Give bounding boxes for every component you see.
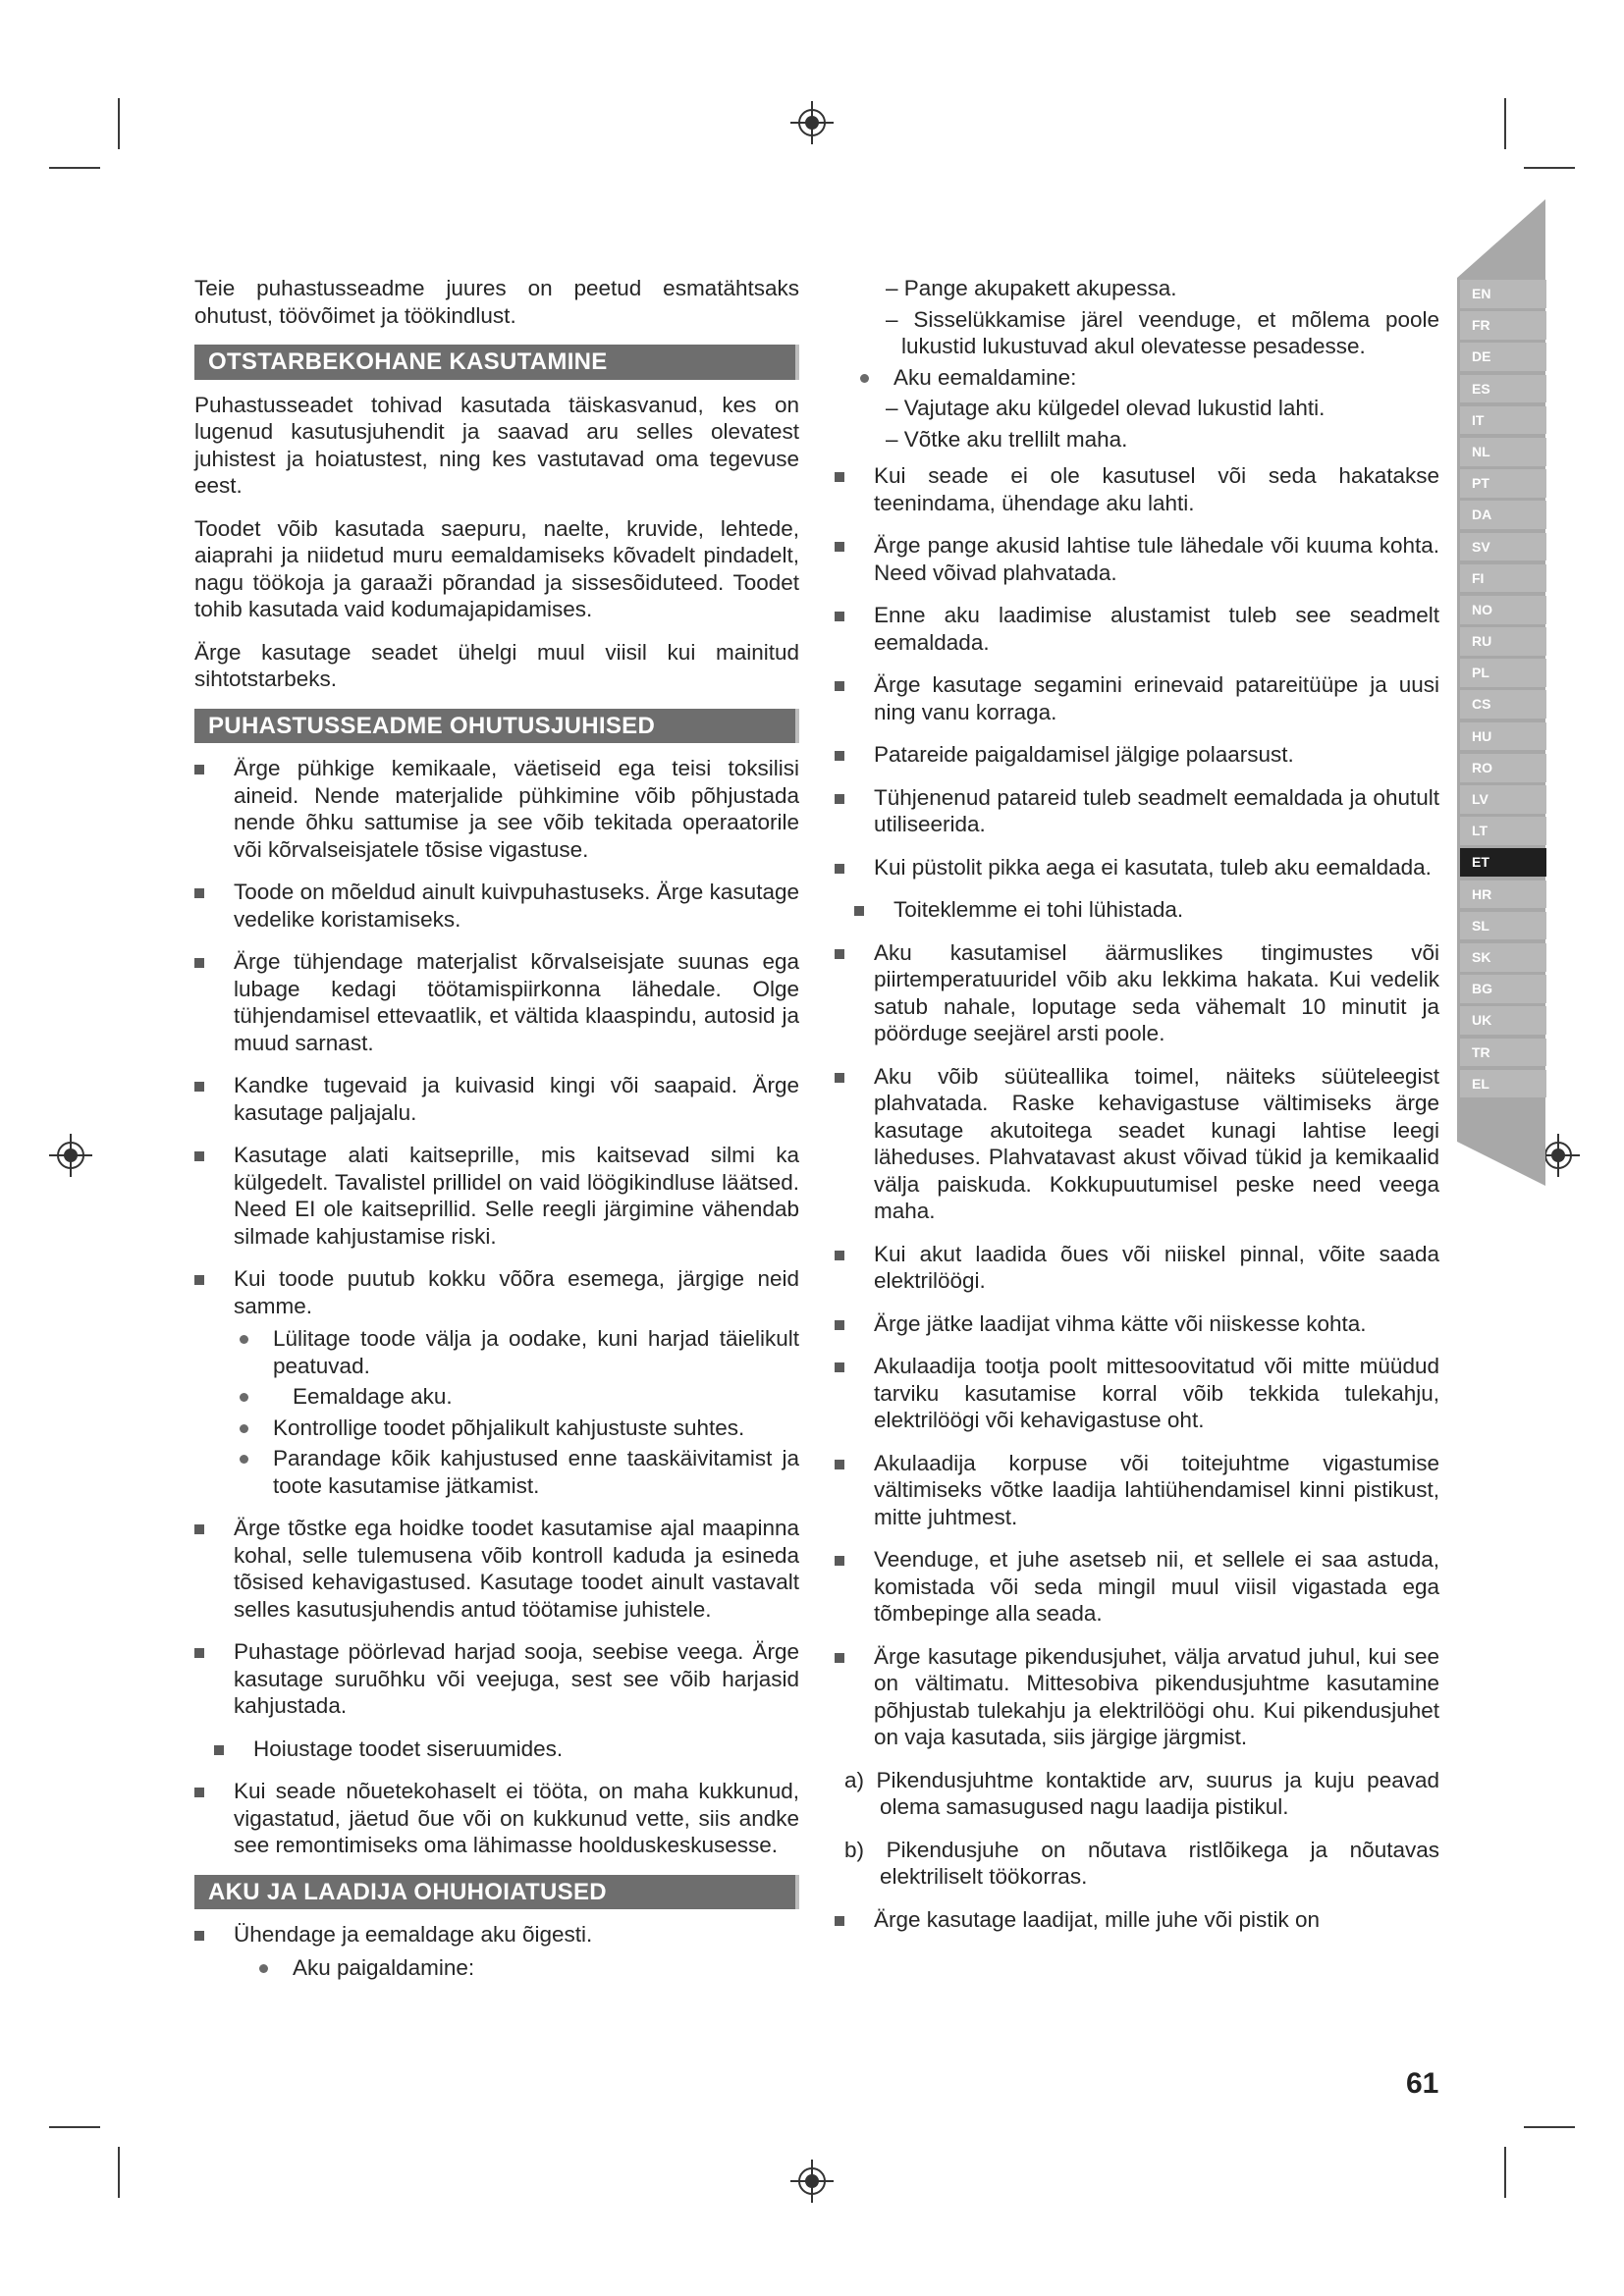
lettered-item: a) Pikendusjuhtme kontaktide arv, suurus ja kuju peavad olema samasugused nagu laadija pistikul. bbox=[844, 1767, 1439, 1819]
list-item: Aku võib süüteallika toimel, näiteks süüteleegist plahvatada. Raske kehavigastuse vältimiseks ärge kasutage akutoitega seadet kunagi lahtise leegi läheduses. Plahvatavast akust võivad tükid ja kemikaalid välja paiskuda. Kokkupuutumisel peske need veega maha. bbox=[835, 1063, 1439, 1225]
crop-mark bbox=[1504, 98, 1506, 149]
lettered-item: b) Pikendusjuhe on nõutava ristlõikega ja nõutavas elektriliselt töökorras. bbox=[844, 1837, 1439, 1889]
language-tab[interactable]: RU bbox=[1460, 627, 1546, 656]
language-tab[interactable]: LV bbox=[1460, 785, 1546, 814]
bullet-list bbox=[835, 1906, 1439, 1934]
language-tab[interactable]: ES bbox=[1460, 375, 1546, 403]
list-item: Kui püstolit pikka aega ei kasutata, tuleb aku eemaldada. bbox=[835, 854, 1439, 881]
list-item bbox=[194, 1265, 799, 1499]
dash-item: – Sisselükkamise järel veenduge, et mõlema poole lukustid lukustuvad akul olevatesse pesadesse. bbox=[886, 306, 1439, 358]
left-column bbox=[194, 275, 799, 1997]
language-tab[interactable]: CS bbox=[1460, 690, 1546, 719]
list-item: Akulaadija korpuse või toitejuhtme vigastumise vältimiseks võtke laadija lahtiühendamisel kinni pistikust, mitte juhtmest. bbox=[835, 1450, 1439, 1531]
language-tab[interactable]: HR bbox=[1460, 881, 1546, 909]
paragraph: Toodet võib kasutada saepuru, naelte, kruvide, lehtede, aiaprahi ja niidetud muru eemaldamiseks kõvadelt pindadelt, nagu töökoja ja garaaži põrandad ja sissesõiduteed. Toodet tohib kasutada vaid kodumajapidamises. bbox=[194, 515, 799, 621]
sub-list-item: Lülitage toode välja ja oodake, kuni harjad täielikult peatuvad. bbox=[234, 1325, 799, 1379]
registration-mark-icon bbox=[790, 2160, 834, 2203]
language-tab[interactable]: SK bbox=[1460, 943, 1546, 972]
crop-mark bbox=[1524, 2126, 1575, 2128]
registration-mark-icon bbox=[790, 101, 834, 144]
sub-list bbox=[234, 1325, 799, 1499]
intro-paragraph: Teie puhastusseadme juures on peetud esmatähtsaks ohutust, töövõimet ja töökindlust. bbox=[194, 276, 799, 328]
registration-mark-icon bbox=[49, 1134, 92, 1177]
language-tab[interactable]: SV bbox=[1460, 533, 1546, 561]
crop-mark bbox=[49, 2126, 100, 2128]
language-tab[interactable]: RO bbox=[1460, 754, 1546, 782]
list-item: Toode on mõeldud ainult kuivpuhastuseks. Ärge kasutage vedelike koristamiseks. bbox=[194, 879, 799, 933]
list-item: Patareide paigaldamisel jälgige polaarsust. bbox=[835, 741, 1439, 769]
list-item: Hoiustage toodet siseruumides. bbox=[194, 1735, 799, 1763]
right-column bbox=[835, 275, 1439, 1949]
list-item: Ärge kasutage laadijat, mille juhe või pistik on bbox=[835, 1906, 1439, 1934]
crop-mark bbox=[118, 98, 120, 149]
list-item bbox=[194, 1921, 799, 1981]
list-item: Enne aku laadimise alustamist tuleb see seadmelt eemaldada. bbox=[835, 602, 1439, 656]
language-tab[interactable]: SL bbox=[1460, 912, 1546, 940]
language-tab[interactable]: DE bbox=[1460, 343, 1546, 371]
sub-list-item: Parandage kõik kahjustused enne taaskäivitamist ja toote kasutamise jätkamist. bbox=[234, 1445, 799, 1499]
language-tab[interactable]: DA bbox=[1460, 501, 1546, 529]
page-number: 61 bbox=[1406, 2067, 1439, 2100]
language-tab[interactable]: PT bbox=[1460, 469, 1546, 498]
crop-mark bbox=[49, 167, 100, 169]
list-item: Ärge tõstke ega hoidke toodet kasutamise ajal maapinna kohal, selle tulemusena võib kontroll kaduda ja esineda tõsised kehavigastused. Kasutage toodet ainult vastavalt selles kasutusjuhendis antud töötamise juhistele. bbox=[194, 1515, 799, 1623]
list-item: Kui akut laadida õues või niiskel pinnal, võite saada elektrilöögi. bbox=[835, 1241, 1439, 1295]
list-item: Ärge kasutage pikendusjuhet, välja arvatud juhul, kui see on vältimatu. Mittesobiva pikendusjuhtme kasutamine põhjustab tulekahju ja elektrilöögi ohu. Kui pikendusjuhet on vaja kasutada, siis järgige järgmist. bbox=[835, 1643, 1439, 1751]
list-item: Ärge tühjendage materjalist kõrvalseisjate suunas ega lubage kedagi töötamispiirkonna lähedale. Olge tühjendamisel ettevaatlik, et vältida klaaspindu, autosid ja muud sarnast. bbox=[194, 948, 799, 1056]
list-item: Kui seade nõuetekohaselt ei tööta, on maha kukkunud, vigastatud, jäetud õue või on kukkunud vette, siis andke see remontimiseks oma lähimasse hoolduskeskusesse. bbox=[194, 1778, 799, 1859]
language-tab[interactable]: IT bbox=[1460, 406, 1546, 435]
list-item: Akulaadija tootja poolt mittesoovitatud või mitte müüdud tarviku kasutamise korral võib tekkida tulekahju, elektrilöögi või kehavigastuse oht. bbox=[835, 1353, 1439, 1434]
list-item: Ärge pühkige kemikaale, väetiseid ega teisi toksilisi aineid. Nende materjalide pühkimine võib põhjustada nende õhku sattumise ja see võib tekitada operaatorile või kõrvalseisjatele tõsise vigastuse. bbox=[194, 755, 799, 863]
bullet-list bbox=[835, 462, 1439, 1751]
language-tab[interactable]: NO bbox=[1460, 596, 1546, 624]
sub-list-item: Kontrollige toodet põhjalikult kahjustuste suhtes. bbox=[234, 1415, 799, 1442]
dash-item: – Võtke aku trellilt maha. bbox=[886, 426, 1128, 452]
language-tab[interactable]: LT bbox=[1460, 817, 1546, 845]
crop-mark bbox=[118, 2147, 120, 2198]
list-item: Kandke tugevaid ja kuivasid kingi või saapaid. Ärge kasutage paljajalu. bbox=[194, 1072, 799, 1126]
section-heading: OTSTARBEKOHANE KASUTAMINE bbox=[194, 345, 799, 380]
paragraph: Ärge kasutage seadet ühelgi muul viisil kui mainitud sihtotstarbeks. bbox=[194, 639, 799, 691]
language-tab-active[interactable]: ET bbox=[1460, 848, 1546, 877]
list-item: Kui seade ei ole kasutusel või seda hakatakse teenindama, ühendage aku lahti. bbox=[835, 462, 1439, 516]
list-item: Puhastage pöörlevad harjad sooja, seebise veega. Ärge kasutage suruõhku või veejuga, sest see võib harjasid kahjustada. bbox=[194, 1638, 799, 1720]
list-item: Veenduge, et juhe asetseb nii, et sellele ei saa astuda, komistada või seda mingil muul viisil vigastada ega tõmbepinge alla seada. bbox=[835, 1546, 1439, 1628]
list-item: Ärge pange akusid lahtise tule lähedale või kuuma kohta. Need võivad plahvatada. bbox=[835, 532, 1439, 586]
sub-list-item: Eemaldage aku. bbox=[234, 1383, 799, 1411]
language-tab[interactable]: EN bbox=[1460, 280, 1546, 308]
dash-item: – Vajutage aku külgedel olevad lukustid lahti. bbox=[886, 396, 1326, 420]
bullet-list bbox=[194, 755, 799, 1859]
language-tab[interactable]: HU bbox=[1460, 722, 1546, 751]
list-item-text: Ühendage ja eemaldage aku õigesti. bbox=[234, 1922, 593, 1947]
sub-list-item: Aku paigaldamine: bbox=[234, 1954, 799, 1982]
section-heading: AKU JA LAADIJA OHUHOIATUSED bbox=[194, 1875, 799, 1910]
list-item: Aku kasutamisel äärmuslikes tingimustes või piirtemperatuuridel võib aku lekkima hakata. Kui vedelik satub nahale, loputage seda vähemalt 10 minutit ja pöörduge seejärel arsti poole. bbox=[835, 939, 1439, 1047]
list-item: Tühjenenud patareid tuleb seadmelt eemaldada ja ohutult utiliseerida. bbox=[835, 784, 1439, 838]
language-tab[interactable]: UK bbox=[1460, 1006, 1546, 1035]
list-item: Kasutage alati kaitseprille, mis kaitsevad silmi ka külgedelt. Tavalistel prillidel on vaid löögikindluse läätsed. Need EI ole kaitseprillid. Selle reegli järgimine vähendab silmade kahjustamise riski. bbox=[194, 1142, 799, 1250]
language-tab[interactable]: BG bbox=[1460, 975, 1546, 1003]
section-heading: PUHASTUSSEADME OHUTUSJUHISED bbox=[194, 709, 799, 744]
list-item: Ärge jätke laadijat vihma kätte või niiskesse kohta. bbox=[835, 1310, 1439, 1338]
crop-mark bbox=[1504, 2147, 1506, 2198]
language-tab[interactable]: EL bbox=[1460, 1070, 1546, 1098]
sub-list bbox=[234, 1954, 799, 1982]
language-tab[interactable]: FR bbox=[1460, 311, 1546, 340]
language-tab[interactable]: FI bbox=[1460, 564, 1546, 593]
language-tab[interactable]: NL bbox=[1460, 438, 1546, 466]
dash-item: – Pange akupakett akupessa. bbox=[886, 276, 1177, 300]
language-tabs bbox=[1460, 280, 1546, 1101]
crop-mark bbox=[1524, 167, 1575, 169]
list-item: Ärge kasutage segamini erinevaid patareitüüpe ja uusi ning vanu korraga. bbox=[835, 671, 1439, 725]
list-item: Toiteklemme ei tohi lühistada. bbox=[835, 896, 1439, 924]
list-item-text: Kui toode puutub kokku võõra esemega, järgige neid samme. bbox=[234, 1266, 799, 1318]
language-tab[interactable]: TR bbox=[1460, 1039, 1546, 1067]
paragraph: Puhastusseadet tohivad kasutada täiskasvanud, kes on lugenud kasutusjuhendit ja saavad aru selles olevatest juhistest ja hoiatustest, ning kes vastutavad oma tegevuse eest. bbox=[194, 392, 799, 498]
bullet-list bbox=[194, 1921, 799, 1981]
language-tab[interactable]: PL bbox=[1460, 659, 1546, 687]
sub-list-item: Aku eemaldamine: bbox=[835, 364, 1439, 392]
